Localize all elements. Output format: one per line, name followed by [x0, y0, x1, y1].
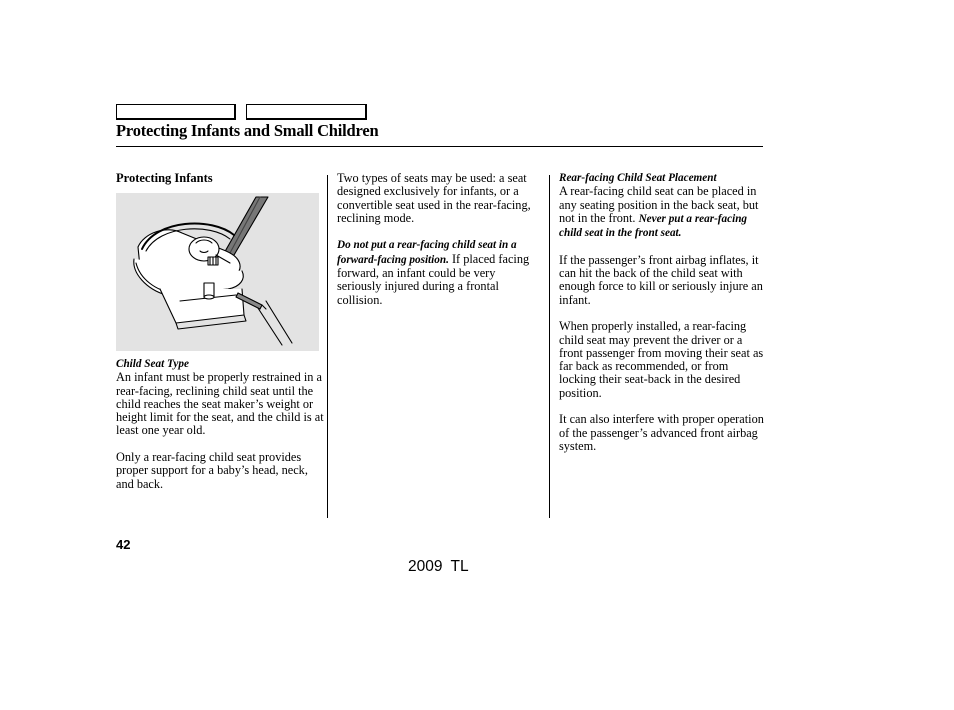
title-rule — [116, 146, 763, 147]
header-tab-box-2 — [246, 104, 367, 120]
column-1-top — [116, 172, 326, 185]
warning-paragraph — [337, 238, 542, 306]
paragraph: Two types of seats may be used: a seat designed exclusively for infants, or a convertible seat used in the rear-facing, reclining mode. — [337, 171, 531, 225]
paragraph: When properly installed, a rear-facing child seat may prevent the driver or a front passenger from moving their seat as far back as recommended, or from locking their seat-back in the desired position. — [559, 319, 764, 400]
infant-seat-illustration — [116, 193, 319, 351]
column-1-bottom — [116, 358, 326, 491]
paragraph: If the passenger’s front airbag inflates, it can hit the back of the child seat with enough force to kill or seriously injure an infant. — [559, 252, 763, 307]
warning-text: If placed facing forward, an infant could be very seriously injured during a frontal collision. — [337, 251, 530, 307]
subheading-rear-facing-placement: Rear-facing Child Seat Placement — [559, 172, 717, 184]
placement-text: A rear-facing child seat can be placed in any seating position in the back seat, but not in the front. — [559, 184, 759, 225]
warning-bold-text: Do not put a rear-facing child seat in a forward-facing position. — [337, 239, 517, 266]
section-heading: Protecting Infants — [116, 171, 213, 185]
column-2 — [337, 172, 542, 307]
paragraph — [559, 185, 764, 240]
page-number: 42 — [116, 537, 131, 552]
column-divider-2 — [549, 175, 550, 518]
page-title: Protecting Infants and Small Children — [116, 121, 379, 140]
paragraph: Only a rear-facing child seat provides proper support for a baby’s head, neck, and back. — [116, 450, 308, 491]
header-tab-box-1 — [116, 104, 236, 120]
paragraph: An infant must be properly restrained in a rear-facing, reclining child seat until the child reaches the seat maker’s weight or height limit for the seat, and the child is at least one year old. — [116, 370, 324, 438]
subheading-child-seat-type: Child Seat Type — [116, 358, 189, 370]
placement-warning-bold: Never put a rear-facing child seat in the front seat. — [559, 212, 748, 240]
footer-model: 2009 TL — [408, 558, 469, 575]
column-3 — [559, 172, 764, 453]
infant-seat-drawing — [116, 193, 319, 351]
paragraph: It can also interfere with proper operation of the passenger’s advanced front airbag system. — [559, 412, 764, 453]
column-divider-1 — [327, 175, 328, 518]
